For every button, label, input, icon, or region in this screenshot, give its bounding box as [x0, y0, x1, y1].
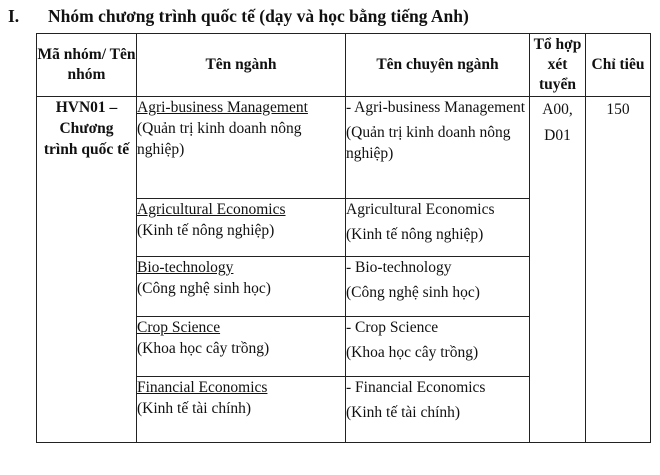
major-name-en: Crop Science [137, 319, 221, 336]
programs-table [36, 33, 651, 443]
major-cell [137, 97, 346, 199]
specialization-name-en: Agricultural Economics [346, 201, 495, 218]
specialization-name-vi: (Công nghệ sinh học) [346, 284, 480, 301]
major-name-en: Agri-business Management [137, 99, 308, 116]
specialization-name-en: - Financial Economics [346, 379, 486, 396]
group-cell [37, 97, 137, 443]
major-cell [137, 199, 346, 257]
header-quota: Chỉ tiêu [586, 34, 651, 97]
specialization-name-vi: (Kinh tế tài chính) [346, 404, 461, 421]
combination-line1: A00, [542, 101, 573, 118]
table-row [37, 97, 651, 199]
major-name-vi: (Công nghệ sinh học) [137, 280, 271, 297]
specialization-name-vi: (Kinh tế nông nghiệp) [346, 226, 484, 243]
major-cell [137, 377, 346, 443]
specialization-name-en: - Crop Science [346, 319, 439, 336]
specialization-cell [346, 199, 530, 257]
major-name-vi: (Kinh tế nông nghiệp) [137, 222, 275, 239]
specialization-name-en: - Bio-technology [346, 259, 452, 276]
specialization-name-vi: (Quản trị kinh doanh nông nghiệp) [346, 124, 511, 162]
specialization-cell [346, 257, 530, 317]
major-cell [137, 257, 346, 317]
header-combination: Tổ hợp xét tuyển [530, 34, 586, 97]
major-name-en: Financial Economics [137, 379, 268, 396]
header-group: Mã nhóm/ Tên nhóm [37, 34, 137, 97]
major-name-vi: (Khoa học cây trồng) [137, 340, 270, 357]
group-name-line1: Chương [59, 120, 114, 137]
group-name-line2: trình quốc tế [43, 141, 130, 158]
quota-value: 150 [606, 101, 630, 118]
specialization-name-en: - Agri-business Management [346, 99, 526, 116]
header-specialization: Tên chuyên ngành [346, 34, 530, 97]
header-major: Tên ngành [137, 34, 346, 97]
header-row [37, 34, 651, 97]
quota-cell [586, 97, 651, 443]
group-code: HVN01 – [55, 99, 118, 116]
major-name-en: Bio-technology [137, 259, 234, 276]
specialization-cell [346, 377, 530, 443]
specialization-cell [346, 317, 530, 377]
specialization-cell [346, 97, 530, 199]
section-title: Nhóm chương trình quốc tế (dạy và học bằng tiếng Anh) [48, 6, 469, 26]
major-name-en: Agricultural Economics [137, 201, 286, 218]
major-name-vi: (Quản trị kinh doanh nông nghiệp) [137, 120, 302, 158]
specialization-name-vi: (Khoa học cây trồng) [346, 344, 479, 361]
major-cell [137, 317, 346, 377]
section-heading [8, 6, 648, 27]
combination-line2: D01 [544, 127, 571, 144]
major-name-vi: (Kinh tế tài chính) [137, 400, 252, 417]
section-number: I. [8, 6, 20, 26]
combination-cell [530, 97, 586, 443]
